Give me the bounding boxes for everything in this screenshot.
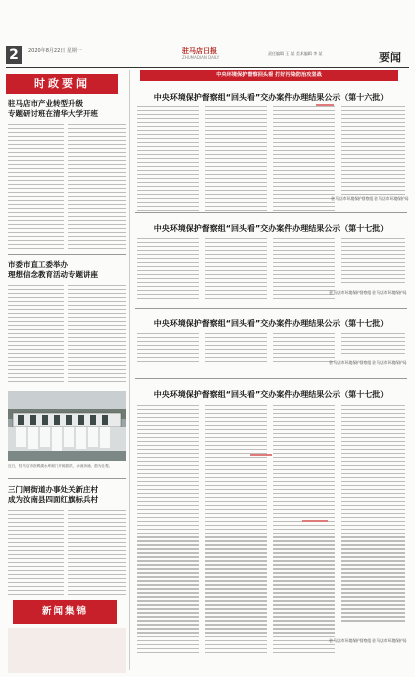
news-digest-area	[8, 628, 126, 673]
article-1-col-1	[8, 124, 64, 252]
notice-17b-credit: 驻马店市环境保护督察组 驻马店市环境保护局	[329, 360, 407, 365]
time-politics-banner: 时政要闻	[6, 74, 118, 94]
notice-17c-col-4	[341, 405, 405, 624]
highlight-mark	[316, 104, 334, 106]
notice-17c-col-1	[137, 405, 199, 656]
notice-17b-col-3	[273, 333, 335, 365]
notice-17a-credit: 驻马店市环境保护督察组 驻马店市环境保护局	[329, 290, 407, 295]
divider	[135, 308, 407, 309]
highlight-mark	[302, 520, 328, 522]
notice-16-col-4	[341, 106, 405, 198]
dam-photo	[8, 391, 126, 461]
news-digest-box: 新闻集锦	[13, 600, 117, 624]
divider	[135, 212, 407, 213]
notice-17b-headline: 中央环境保护督察组“回头看”交办案件办理结果公示（第十七批）	[153, 319, 389, 328]
notice-16-headline: 中央环境保护督察组“回头看”交办案件办理结果公示（第十六批）	[153, 93, 389, 102]
article-3-col-2	[68, 510, 126, 598]
paper-logo-subtitle: ZHUMADIAN DAILY	[182, 55, 220, 60]
notice-16-col-3	[273, 106, 335, 214]
notice-17a-col-4	[341, 238, 405, 286]
notice-17a-headline: 中央环境保护督察组“回头看”交办案件办理结果公示（第十七批）	[153, 224, 389, 233]
notice-16-col-2	[205, 106, 267, 214]
divider	[135, 378, 407, 379]
notice-16-col-1	[137, 106, 199, 214]
article-2-col-2	[68, 285, 126, 385]
article-3-col-1	[8, 510, 64, 598]
article-2-col-1	[8, 285, 64, 385]
notice-17b-col-1	[137, 333, 199, 365]
notice-16-credit: 驻马店市环境保护督察组 驻马店市环境保护局	[331, 196, 409, 201]
notice-17a-col-2	[205, 238, 267, 302]
divider	[8, 478, 126, 479]
section-title: 要闻	[379, 51, 401, 64]
dam-illustration	[8, 391, 126, 461]
column-divider	[129, 70, 130, 670]
editor-line: 责任编辑 王 某 美术编辑 李 某	[268, 51, 323, 56]
headline-2-line-2: 理想信念教育活动专题讲座	[8, 270, 98, 279]
divider	[8, 254, 126, 255]
notice-17a-col-3	[273, 238, 335, 302]
date-line: 2020年8月22日 星期一	[28, 48, 82, 54]
photo-caption: 近日，驻马店市宿鸭湖水库闸门开闸泄洪，水流奔涌，蔚为壮观。	[8, 464, 113, 468]
headline-2-line-1: 市委市直工委举办	[8, 260, 68, 269]
headline-3-line-1: 三门闸街道办事处关新庄村	[8, 485, 98, 494]
headline-1-line-2: 专题研讨班在清华大学开班	[8, 109, 98, 118]
masthead-rule	[6, 67, 409, 68]
notice-17a-col-1	[137, 238, 199, 302]
notice-17b-col-2	[205, 333, 267, 365]
article-1-col-2	[68, 124, 126, 252]
notice-17c-headline: 中央环境保护督察组“回头看”交办案件办理结果公示（第十七批）	[153, 390, 389, 399]
notice-17c-col-2	[205, 405, 267, 656]
notice-17b-col-4	[341, 333, 405, 357]
paper-logo: 驻马店日报	[182, 47, 217, 55]
highlight-mark	[250, 454, 272, 456]
page-number: 2	[6, 46, 22, 64]
masthead	[6, 46, 409, 66]
headline-1-line-1: 驻马店市产业转型升级	[8, 99, 83, 108]
headline-3-line-2: 成为汝南县四面红旗标兵村	[8, 495, 98, 504]
campaign-banner: 中央环境保护督察回头看 打好污染防治攻坚战	[140, 70, 398, 81]
notice-17c-col-3	[273, 405, 335, 656]
notice-17c-credit: 驻马店市环境保护督察组 驻马店市环境保护局	[329, 638, 407, 643]
